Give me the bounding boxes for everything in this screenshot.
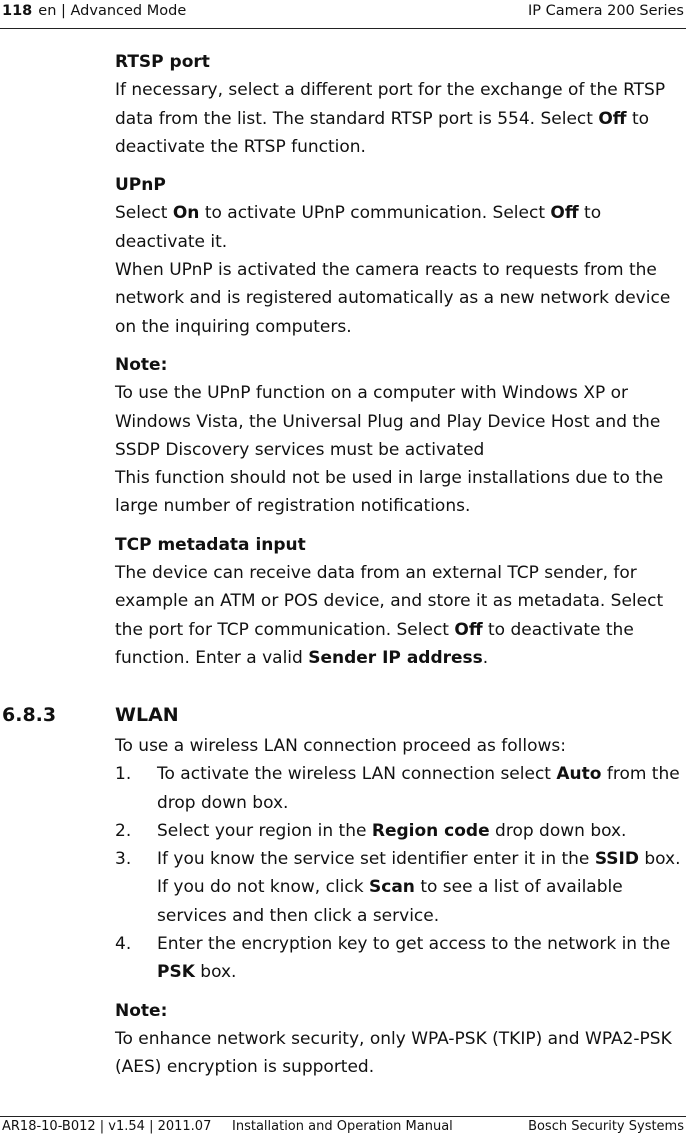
wlan-steps	[115, 760, 683, 986]
footer-company: Bosch Security Systems	[528, 1119, 684, 1134]
list-item: 4. Enter the encryption key to get access to the network in the PSK box.	[115, 934, 671, 983]
section-name: WLAN	[115, 704, 179, 726]
note-wlan	[115, 997, 683, 1082]
section-number: 6.8.3	[2, 704, 57, 726]
note-upnp	[115, 351, 683, 521]
tcp-text: The device can receive data from an external TCP sender, for example an ATM or POS device, and store it as metadata. Select the port for TCP communication. Select Off to deactivate the function. Enter a valid Sender IP address.	[115, 563, 664, 668]
page-footer	[0, 1116, 686, 1137]
header-section: en | Advanced Mode	[38, 3, 187, 19]
list-item: 1. To activate the wireless LAN connection select Auto from the drop down box.	[115, 764, 680, 813]
list-item: 2. Select your region in the Region code drop down box.	[115, 820, 627, 841]
upnp-section	[115, 171, 683, 341]
note-text: To use the UPnP function on a computer with Windows XP or Windows Vista, the Universal Plug and Play Device Host and the SSDP Discovery services must be activated	[115, 383, 661, 460]
upnp-text: Select On to activate UPnP communication. Select Off to deactivate it.	[115, 203, 602, 252]
header-product: IP Camera 200 Series	[527, 3, 684, 19]
list-item: 3. If you know the service set identifier enter it in the SSID box. If you do not know, click Scan to see a list of available services and then click a service.	[115, 849, 681, 926]
note-heading: Note:	[115, 354, 168, 375]
wlan-content	[115, 732, 683, 1082]
header-left	[2, 3, 186, 19]
rtsp-section	[115, 48, 683, 161]
page-header	[0, 0, 686, 29]
tcp-heading: TCP metadata input	[115, 534, 306, 555]
tcp-section	[115, 531, 683, 672]
main-content	[115, 48, 683, 672]
note-text: To enhance network security, only WPA-PSK (TKIP) and WPA2-PSK (AES) encryption is supported.	[115, 1028, 672, 1078]
page-number: 118	[2, 3, 33, 19]
upnp-heading: UPnP	[115, 175, 166, 196]
rtsp-text: If necessary, select a different port for the exchange of the RTSP data from the list. The standard RTSP port is 554. Select Off to deactivate the RTSP function.	[115, 80, 666, 157]
note-text-2: This function should not be used in large installations due to the large number of registration notifications.	[115, 468, 664, 517]
wlan-intro: To use a wireless LAN connection proceed as follows:	[115, 736, 566, 756]
upnp-text-2: When UPnP is activated the camera reacts to requests from the network and is registered automatically as a new network device on the inquiring computers.	[115, 260, 671, 337]
footer-doc-id: AR18-10-B012 | v1.54 | 2011.07	[2, 1119, 212, 1134]
rtsp-heading: RTSP port	[115, 52, 210, 72]
note-heading: Note:	[115, 1000, 168, 1021]
footer-doc-type: Installation and Operation Manual	[232, 1119, 453, 1134]
